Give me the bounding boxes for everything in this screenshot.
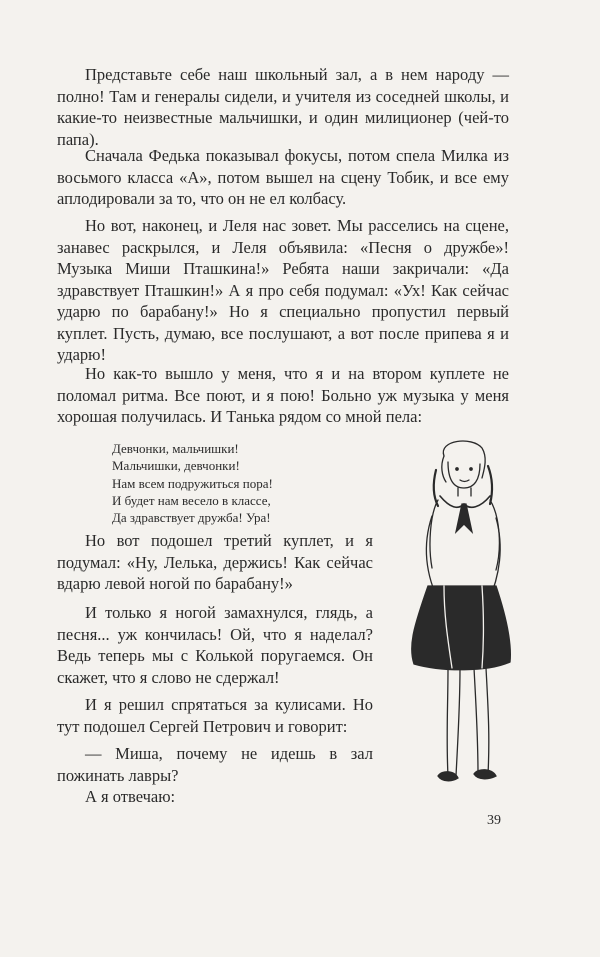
paragraph-4: Но как-то вышло у меня, что я и на втором куплете не поломал ритма. Все поют, и я пою! Больно уж музыка у меня хорошая получилась. И Танька рядом со мной пела:	[57, 364, 509, 426]
paragraph-3: Но вот, наконец, и Леля нас зовет. Мы расселись на сцене, занавес раскрылся, и Леля объявила: «Песня о дружбе»! Музыка Миши Пташкина!» Ребята наши закричали: «Да здравствует Пташкин!» А я про себя подумал: «Ух! Как сейчас ударю по барабану!» Но я специально пропустил первый куплет. Пусть, думаю, все послушают, а вот после припева я и ударю!	[57, 216, 509, 364]
verse-line: Да здравствует дружба! Ура!	[112, 510, 271, 526]
paragraph-5: Но вот подошел третий куплет, и я подумал: «Ну, Лелька, держись! Как сейчас вдарю левой ногой по барабану!»	[57, 531, 373, 593]
paragraph-7: И я решил спрятаться за кулисами. Но тут подошел Сергей Петрович и говорит:	[57, 695, 373, 736]
verse-line: Девчонки, мальчишки!	[112, 441, 239, 456]
paragraph-1: Представьте себе наш школьный зал, а в нем народу — полно! Там и генералы сидели, и учителя из соседней школы, и какие-то неизвестные мальчишки, и один милиционер (чей-то папа).	[57, 65, 509, 149]
girl-illustration	[392, 436, 530, 796]
song-verse	[112, 440, 372, 526]
girl-drawing	[392, 436, 530, 796]
paragraph-8: — Миша, почему не идешь в зал пожинать лавры?	[57, 744, 373, 785]
verse-line: Мальчишки, девчонки!	[112, 458, 240, 474]
verse-line: Нам всем подружиться пора!	[112, 475, 273, 491]
page-number: 39	[487, 813, 501, 828]
verse-line: И будет нам весело в классе,	[112, 492, 271, 508]
paragraph-9: А я отвечаю:	[85, 787, 176, 806]
paragraph-6: И только я ногой замахнулся, глядь, а песня... уж кончилась! Ой, что я наделал? Ведь теперь мы с Колькой поругаемся. Он скажет, что я слово не сдержал!	[57, 603, 373, 687]
paragraph-2: Сначала Федька показывал фокусы, потом спела Милка из восьмого класса «А», потом вышел на сцену Тобик, и все ему аплодировали за то, что он не ел колбасу.	[57, 146, 509, 208]
